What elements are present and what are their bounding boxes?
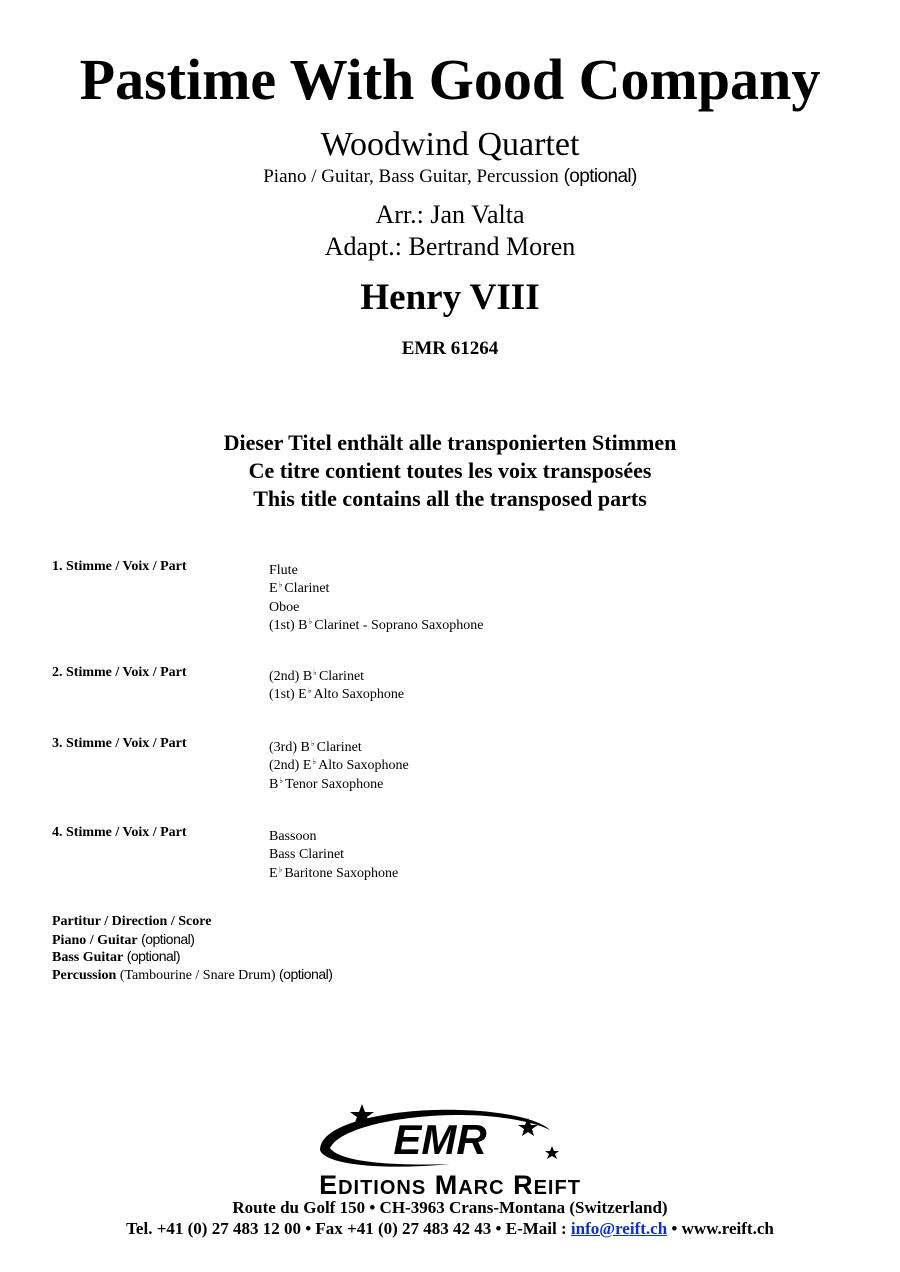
part-4-label: 4. Stimme / Voix / Part (52, 825, 187, 840)
publisher-address: Route du Golf 150 • CH-3963 Crans-Montana (Switzerland) (232, 1198, 668, 1217)
emr-logo (300, 1100, 580, 1170)
contact-website: • www.reift.ch (671, 1219, 774, 1238)
additional-parts (52, 913, 332, 983)
publisher-name: EDITIONS MARC REIFT (319, 1170, 581, 1200)
arranger-credit: Arr.: Jan Valta (375, 200, 525, 229)
instrument-item: E♭ Baritone Saxophone (269, 864, 399, 881)
instrument-item: E♭ Clarinet (269, 580, 330, 597)
logo-text: EMR (393, 1116, 487, 1163)
part-2-label: 2. Stimme / Voix / Part (52, 665, 187, 680)
instrument-item: (3rd) B♭ Clarinet (269, 739, 362, 755)
piano-guitar-line: Piano / Guitar (optional) (52, 930, 195, 948)
percussion-line: Percussion (Tambourine / Snare Drum) (optional) (52, 965, 333, 983)
adapter-credit: Adapt.: Bertrand Moren (324, 232, 576, 261)
catalog-number: EMR 61264 (401, 338, 499, 359)
instrument-item: Flute (269, 563, 298, 578)
transposed-parts-notice (0, 429, 900, 513)
instrumentation-line (0, 164, 900, 190)
composer-name: Henry VIII (360, 277, 540, 318)
part-3-instruments (269, 735, 409, 790)
instrumentation-optional: (optional) (563, 166, 637, 187)
instrument-item: (1st) B♭ Clarinet - Soprano Saxophone (269, 616, 484, 633)
instrument-item: (2nd) B♭ Clarinet (269, 668, 365, 684)
page-title: Pastime With Good Company (79, 47, 821, 112)
part-2-instruments (269, 664, 404, 701)
notice-french: Ce titre contient toutes les voix transposées (248, 458, 652, 483)
instrument-item: (2nd) E♭ Alto Saxophone (269, 757, 409, 774)
part-4-instruments (269, 824, 398, 879)
part-1-instruments (269, 558, 483, 631)
contact-phone-fax: Tel. +41 (0) 27 483 12 00 • Fax +41 (0) 27 483 42 43 • E-Mail : (126, 1219, 567, 1238)
email-link[interactable]: info@reift.ch (570, 1219, 668, 1238)
part-1-label: 1. Stimme / Voix / Part (52, 559, 187, 574)
publisher-contact (0, 1218, 900, 1240)
notice-english: This title contains all the transposed parts (253, 486, 647, 511)
notice-german: Dieser Titel enthält alle transponierten Stimmen (223, 430, 677, 455)
part-3-label: 3. Stimme / Voix / Part (52, 736, 187, 751)
instrument-item: Bassoon (269, 829, 317, 844)
instrument-item: (1st) E♭ Alto Saxophone (269, 686, 405, 703)
score-line: Partitur / Direction / Score (52, 914, 212, 929)
ensemble-subtitle: Woodwind Quartet (320, 126, 580, 163)
instrument-item: Bass Clarinet (269, 847, 345, 863)
instrument-item: Oboe (269, 599, 300, 615)
instrumentation-text: Piano / Guitar, Bass Guitar, Percussion (263, 166, 559, 187)
logo-star-small (545, 1146, 559, 1159)
instrument-item: B♭ Tenor Saxophone (269, 775, 384, 792)
bass-guitar-line: Bass Guitar (optional) (52, 948, 181, 965)
